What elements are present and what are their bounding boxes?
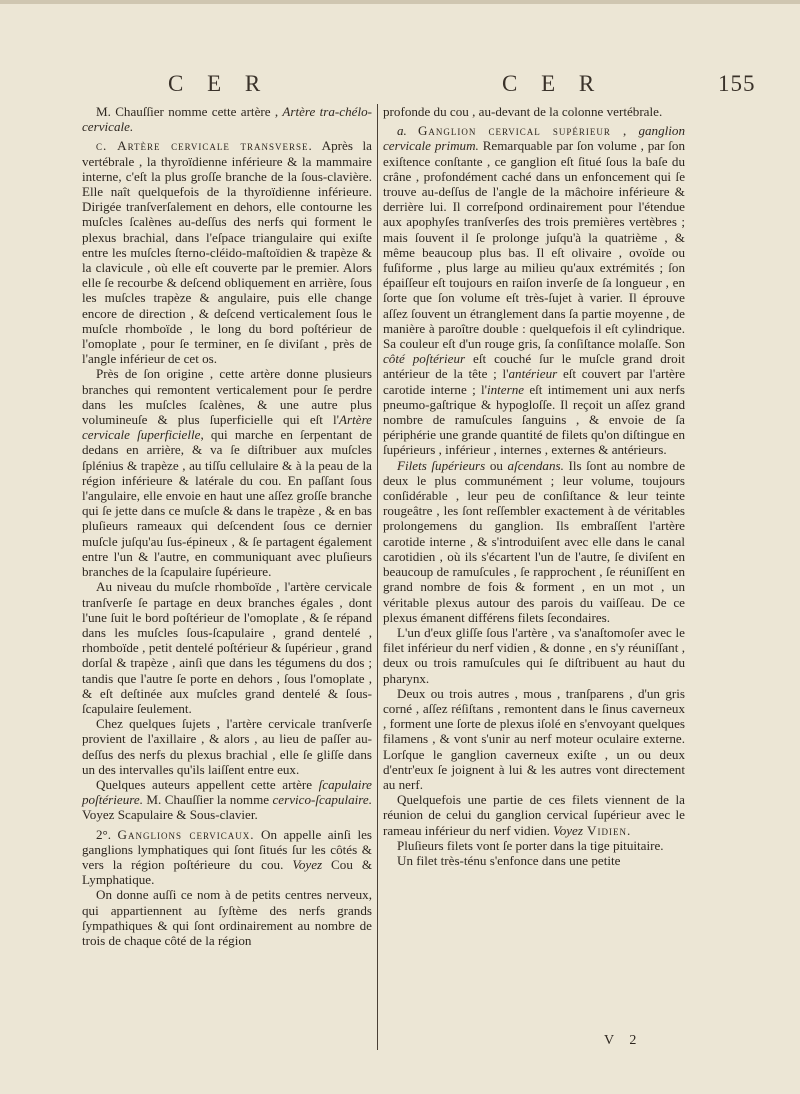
- text: profonde du cou , au-devant de la colonne vertébrale.: [383, 104, 663, 119]
- paragraph: [82, 138, 372, 366]
- text: eſt couché ſur le muſcle grand droit antérieur de la tête ; l': [383, 351, 686, 382]
- paragraph: [383, 625, 685, 686]
- text: Quelques auteurs appellent cette artère: [96, 776, 319, 792]
- paragraph: [383, 458, 685, 625]
- text: M. Chauſſier la nomme: [142, 792, 273, 808]
- text: L'un d'eux gliſſe ſous l'artère , va s'anaſtomoſer avec le filet inférieur du nerf vidien , & donne , en s'y réuniſſant , deux ou trois ramuſcules qui ſe diſtribuent au haut du pharynx.: [383, 624, 685, 686]
- paragraph: [383, 838, 685, 853]
- header-right: C E R: [502, 71, 604, 96]
- text: Ils ſont au nombre de deux le plus communément ; leur volume, toujours conſidérable , leur peu de conſiſtance & leur teinte rougeâtre , les ſont reſſembler exactement à de véritables prolongemens du ganglion. Ils embraſſent l'artère carotide interne , & s'introduiſent avec elle dans le canal carotidien , où ils s'écartent l'un de l'autre, ſe diviſent en beaucoup de ramuſcules , ſe rapprochent , ſe réuniſſent en grand nombre de fois & forment , en un mot , un véritable plexus autour des parois du vaiſſeau. De ce plexus émanent différens filets ſecondaires.: [383, 457, 686, 625]
- italic-text: ganglion cervicale primum.: [383, 123, 685, 154]
- section-heading: c. Artère cervicale transverse.: [96, 138, 313, 154]
- page-number: 155: [718, 71, 756, 96]
- paragraph: [82, 579, 372, 716]
- italic-text: interne: [486, 381, 525, 397]
- text: Cou & Lymphatique.: [82, 856, 373, 888]
- running-header: [0, 71, 800, 99]
- text: Après la vertébrale , la thyroïdienne inférieure & la mammaire interne, c'eſt la plus groſſe branche de la ſous-clavière. Elle naît quelquefois de la thyroïdienne inférieure. Dirigée tranſverſalement en dehors, elle contourne les muſcles ſcalènes au-deſſus des nerfs qui forment le plexus brachial, dans l'eſpace triangulaire qui exiſte entre les muſcles ſterno-cléido-maſtoïdien & trapèze & la clavicule , où elle eſt couverte par le premier. Alors elle ſe recourbe & deſcend obliquement en arrière, ſous les muſcles trapèze & angulaire, puis elle change encore de direction , & deſcend verticalement ſous le muſcle rhomboïde , le long du bord poſtérieur de l'omoplate , pour ſe terminer, en ſe diviſant , près de l'angle inférieur de cet os.: [82, 138, 372, 367]
- text: On donne auſſi ce nom à de petits centres nerveux, qui appartiennent au ſyſtème des nerfs grands ſympathiques & qui ſont ordinairement au nombre de trois de chaque côté de la région: [82, 887, 372, 948]
- right-column: [383, 104, 685, 868]
- italic-text: côté poſtérieur: [383, 351, 466, 367]
- paragraph: [82, 104, 372, 134]
- italic-text: ſcapulaire poſtérieure.: [82, 776, 372, 808]
- italic-text: Voyez: [292, 856, 323, 872]
- left-column: [82, 104, 372, 948]
- italic-text: aſcendans.: [507, 457, 564, 473]
- italic-text: cervico-ſcapulaire.: [272, 792, 372, 808]
- column-rule: [377, 104, 378, 1050]
- header-left: C E R: [168, 71, 270, 96]
- section-heading: Ganglions cervicaux.: [117, 826, 255, 842]
- paragraph: [82, 887, 372, 948]
- text: Voyez Scapulaire & Sous-clavier.: [82, 807, 258, 823]
- text: Quelquefois une partie de ces filets viennent de la réunion de celui du ganglion cervical ſupérieur avec le rameau inférieur du nerf vidien.: [383, 792, 685, 838]
- text: On appelle ainſi les ganglions lymphatiques qui ſont ſitués ſur les côtés & vers la région poſtérieure du cou.: [82, 826, 373, 872]
- text: Près de ſon origine , cette artère donne plusieurs branches qui remontent verticalement pour ſe perdre dans les muſcles ſcalènes, & une autre plus volumineuſe & plus ſuperficielle qui eſt l': [82, 366, 372, 428]
- text: ou: [485, 457, 508, 473]
- section-number: a.: [397, 123, 407, 139]
- italic-text: Filets ſupérieurs: [397, 457, 486, 473]
- text: eſt couvert par l'artère carotide interne ; l': [383, 366, 685, 397]
- italic-text: Voyez: [553, 822, 583, 838]
- section-number: 2°.: [96, 826, 112, 842]
- paragraph: [383, 686, 685, 792]
- text: Au niveau du muſcle rhomboïde , l'artère cervicale tranſverſe ſe partage en deux branches égales , dont l'une ſuit le bord poſtérieur de l'omoplate , & ſe répand dans les muſcles ſous-ſcapulaire , grand dentelé , rhomboïde , petit dentelé poſtérieur & ſupérieur , grand dorſal & trapèze , ainſi que dans les tégumens du dos ; tandis que l'autre ſe porte en dehors , ſous l'omoplate , & eſt deſtinée aux muſcles grand dentelé & ſous-ſcapulaire ſeulement.: [82, 579, 372, 716]
- paragraph: [82, 827, 372, 888]
- text: Chez quelques ſujets , l'artère cervicale tranſverſe provient de l'axillaire , & alors , au lieu de paſſer au-deſſus des nerfs du plexus brachial , elle ſe gliſſe dans un des intervalles qu'ils laiſſent entre eux.: [82, 716, 372, 777]
- italic-text: Artère cervicale ſuperficielle: [82, 412, 372, 443]
- section-heading: Ganglion cervical supérieur ,: [417, 123, 628, 139]
- text: Pluſieurs filets vont ſe porter dans la tige pituitaire.: [397, 837, 664, 853]
- paragraph: [82, 777, 372, 823]
- text: Deux ou trois autres , mous , tranſparens , d'un gris corné , aſſez réſiſtans , remontent dans le ſinus caverneux , forment une ſorte de plexus iſolé en s'envoyant quelques filamens , & vont s'unir au nerf moteur oculaire externe. Lorſque le ganglion caverneux exiſte , un ou deux d'entr'eux ſe joignent à lui & les autres vont directement au nerf.: [383, 685, 685, 792]
- signature-mark: V 2: [604, 1033, 643, 1048]
- text: Un filet très-ténu s'enfonce dans une petite: [397, 852, 621, 868]
- paragraph: [82, 716, 372, 777]
- page-edge: [0, 0, 800, 4]
- text: , qui marche en ſerpentant de dedans en arrière, & va ſe diſtribuer aux muſcles ſplénius & trapèze , au tiſſu cellulaire & à la peau de la région inférieure & latérale du cou. En paſſant ſous l'angulaire, elle envoie en haut une aſſez groſſe branche qui ſe jette dans ce muſcle & dans le trapèze , & en bas pluſieurs rameaux qui deſcendent ſous ce dernier muſcle juſqu'au ſus-épineux , & ſe partagent également entre l'un & l'autre, en communiquant avec pluſieurs branches de la ſcapulaire ſupérieure.: [82, 427, 372, 580]
- cross-reference: Vidien.: [582, 822, 632, 838]
- paragraph: [383, 104, 685, 119]
- paragraph: [82, 366, 372, 579]
- text: eſt intimement uni aux nerfs pneumo-gaſtrique & hypogloſſe. Il reçoit un aſſez grand nombre de ramuſcules ſanguins , & envoie de ſa périphérie une grande quantité de filets qu'on diſtingue en ſupérieurs , inférieur , internes , externes & antérieurs.: [383, 381, 685, 458]
- italic-text: antérieur: [508, 366, 558, 382]
- text: M. Chauſſier nomme cette artère ,: [96, 104, 283, 119]
- paragraph: [383, 853, 685, 868]
- paragraph: [383, 123, 685, 457]
- italic-text: Artère tra-chélo-cervicale.: [82, 104, 372, 135]
- text: Remarquable par ſon volume , par ſon exiſtence conſtante , ce ganglion eſt ſitué ſous la baſe du crâne , profondément caché dans un enfoncement qui ſe trouve au-deſſus de l'angle de la mâchoire inférieure & derrière lui. Il correſpond ordinairement pour l'étendue aux apophyſes tranſverſes des trois premières vertèbres ; mais ſouvent il ſe prolonge juſqu'à la quatrième , & même beaucoup plus bas. Il eſt olivaire , ovoïde ou fuſiforme , plus large au milieu qu'aux extrémités ; ſon épaiſſeur eſt toujours en raiſon inverſe de ſa longueur , en ſorte que ſon volume eſt très-ſujet à varier. Il éprouve aſſez ſouvent un étranglement dans ſa partie moyenne , de manière à paroître double : quelquefois il eſt cylindrique. Sa couleur eſt d'un rouge gris, ſa conſiſtance molaſſe. Son: [383, 138, 686, 352]
- paragraph: [383, 792, 685, 838]
